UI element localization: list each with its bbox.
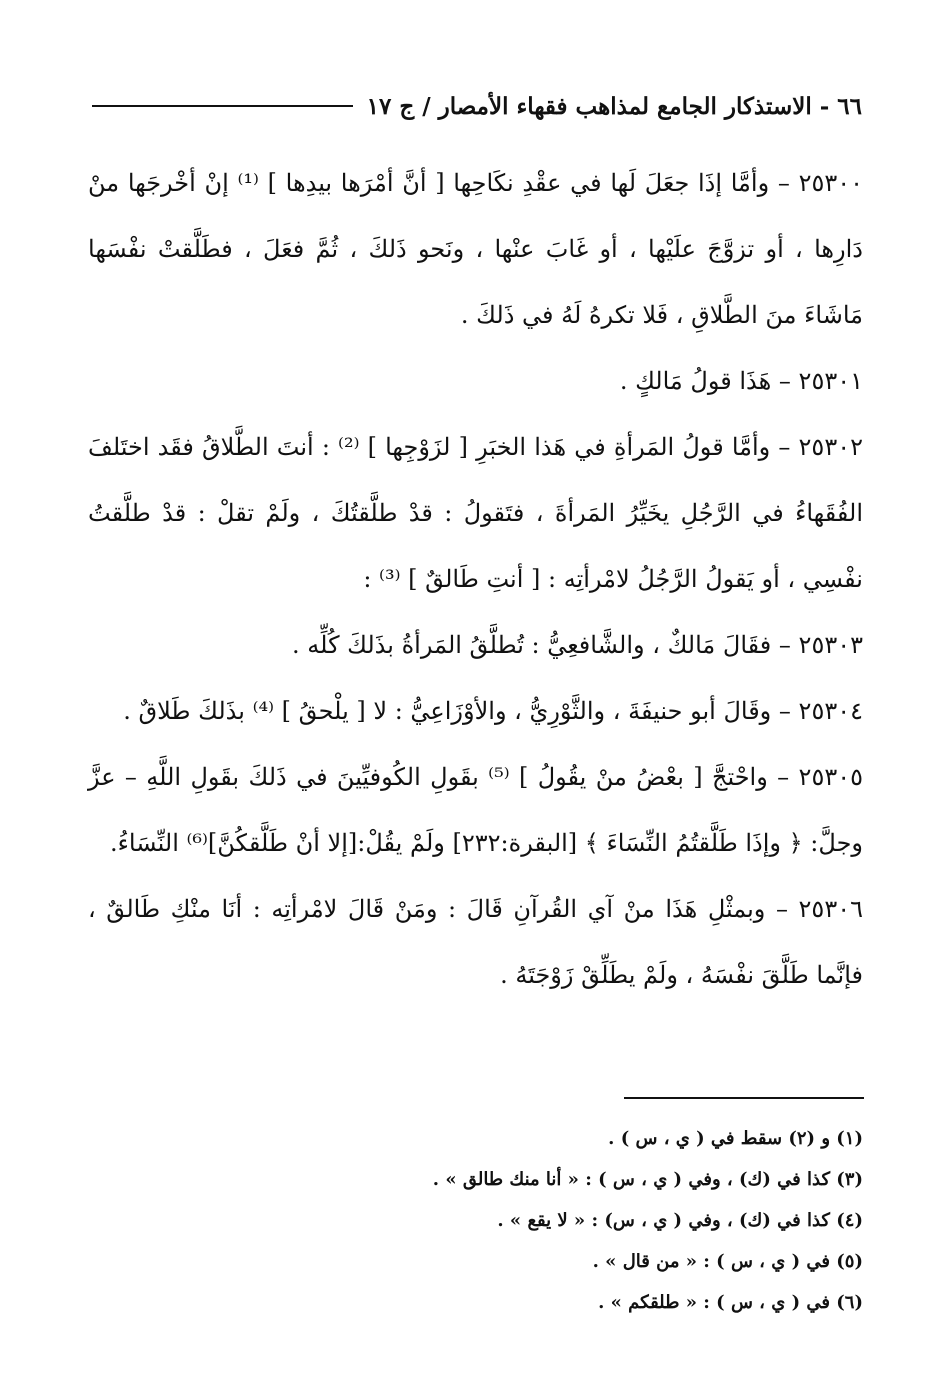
header-rule	[92, 105, 353, 107]
paragraph-25301	[88, 348, 863, 414]
paragraph-25305	[88, 744, 863, 876]
paragraph-text: – وقَالَ أبو حنيفَةَ ، والثَّوْرِيُّ ، والأوْزَاعِيُّ : لا [ يلْحقُ ] ⁽⁴⁾ بذَلكَ طَلاقٌ .	[123, 697, 791, 725]
main-text	[88, 150, 863, 1008]
paragraph-text: – وأمَّا قولُ المَرأةِ في هَذا الخبَرِ [ لزَوْجِها ] ⁽²⁾ : أنتَ الطَّلاقُ فقَد اختَلفَ الفُقَهاءُ في الرَّجُلِ يخَيِّرُ المَرأةَ ، فتَقولُ : قدْ طلَّقتُكَ ، ولَمْ تقلْ : قدْ طلَّقتُ نفْسِي ، أو يَقولُ الرَّجُلُ لامْرأتِه : [ أنتِ طَالقٌ ] ⁽³⁾ :	[88, 433, 863, 593]
footnote-4: (٤) كذا في (ك) ، وفي ( ي ، س) : « لا يقع » .	[497, 1210, 863, 1231]
paragraph-number: ٢٥٣٠٤	[798, 697, 863, 725]
paragraph-number: ٢٥٣٠٢	[798, 433, 863, 461]
paragraph-text: – فقَالَ مَالكٌ ، والشَّافعِيُّ : تُطلَّقُ المَرأةُ بذَلكَ كُلِّه .	[292, 631, 791, 659]
paragraph-25303	[88, 612, 863, 678]
paragraph-25300	[88, 150, 863, 348]
paragraph-text: – واحْتجَّ [ بعْضُ منْ يقُولُ ] ⁽⁵⁾ بقَولِ الكُوفيِّينَ في ذَلكَ بقَولِ اللَّهِ – عزَّ وجلَّ: ﴿ وإذَا طَلَّقتُمُ النِّسَاءَ ﴾ [البقرة:٢٣٢] ولَمْ يقُلْ:[إلا أنْ طَلَّقكُنَّ]⁽⁶⁾ النِّسَاءُ.	[88, 763, 863, 857]
running-header	[92, 86, 862, 126]
paragraph-25304	[88, 678, 863, 744]
paragraph-text: – وأمَّا إذَا جعَلَ لَها في عقْدِ نكَاحِها [ أنَّ أمْرَها بيدِها ] ⁽¹⁾ إنْ أخْرجَها منْ دَارِها ، أو تزوَّجَ علَيْها ، أو غَابَ عنْها ، ونَحو ذَلكَ ، ثُمَّ فعَلَ ، فطَلَّقتْ نفْسَها مَاشَاءَ منَ الطَّلاقِ ، فَلا تكرهُ لَهُ في ذَلكَ .	[88, 169, 863, 329]
paragraph-number: ٢٥٣٠٣	[798, 631, 863, 659]
paragraph-number: ٢٥٣٠١	[798, 367, 863, 395]
paragraph-25306	[88, 876, 863, 1008]
header-title: ٦٦ - الاستذكار الجامع لمذاهب فقهاء الأمصار / ج ١٧	[366, 92, 862, 120]
paragraph-25302	[88, 414, 863, 612]
footnote-3: (٣) كذا في (ك) ، وفي ( ي ، س ) : « أنا منك طالق » .	[432, 1169, 863, 1190]
footnote-separator	[624, 1097, 864, 1099]
paragraph-number: ٢٥٣٠٥	[798, 763, 863, 791]
paragraph-text: – وبمثْلِ هَذَا منْ آي القُرآنِ قَالَ : ومَنْ قَالَ لامْرأتِه : أنَا منْكِ طَالقٌ ، فإنَّما طَلَّقَ نفْسَهُ ، ولَمْ يطَلِّقْ زَوْجَتَهُ .	[88, 895, 863, 989]
footnotes	[300, 1118, 863, 1323]
paragraph-number: ٢٥٣٠٠	[798, 169, 864, 197]
footnote-6: (٦) في ( ي ، س ) : « طلقكم » .	[598, 1292, 863, 1313]
paragraph-text: – هَذَا قولُ مَالكٍ .	[619, 367, 791, 395]
paragraph-number: ٢٥٣٠٦	[798, 895, 863, 923]
footnote-1-2: (١) و (٢) سقط في ( ي ، س ) .	[608, 1128, 863, 1149]
footnote-5: (٥) في ( ي ، س ) : « من قال » .	[592, 1251, 863, 1272]
